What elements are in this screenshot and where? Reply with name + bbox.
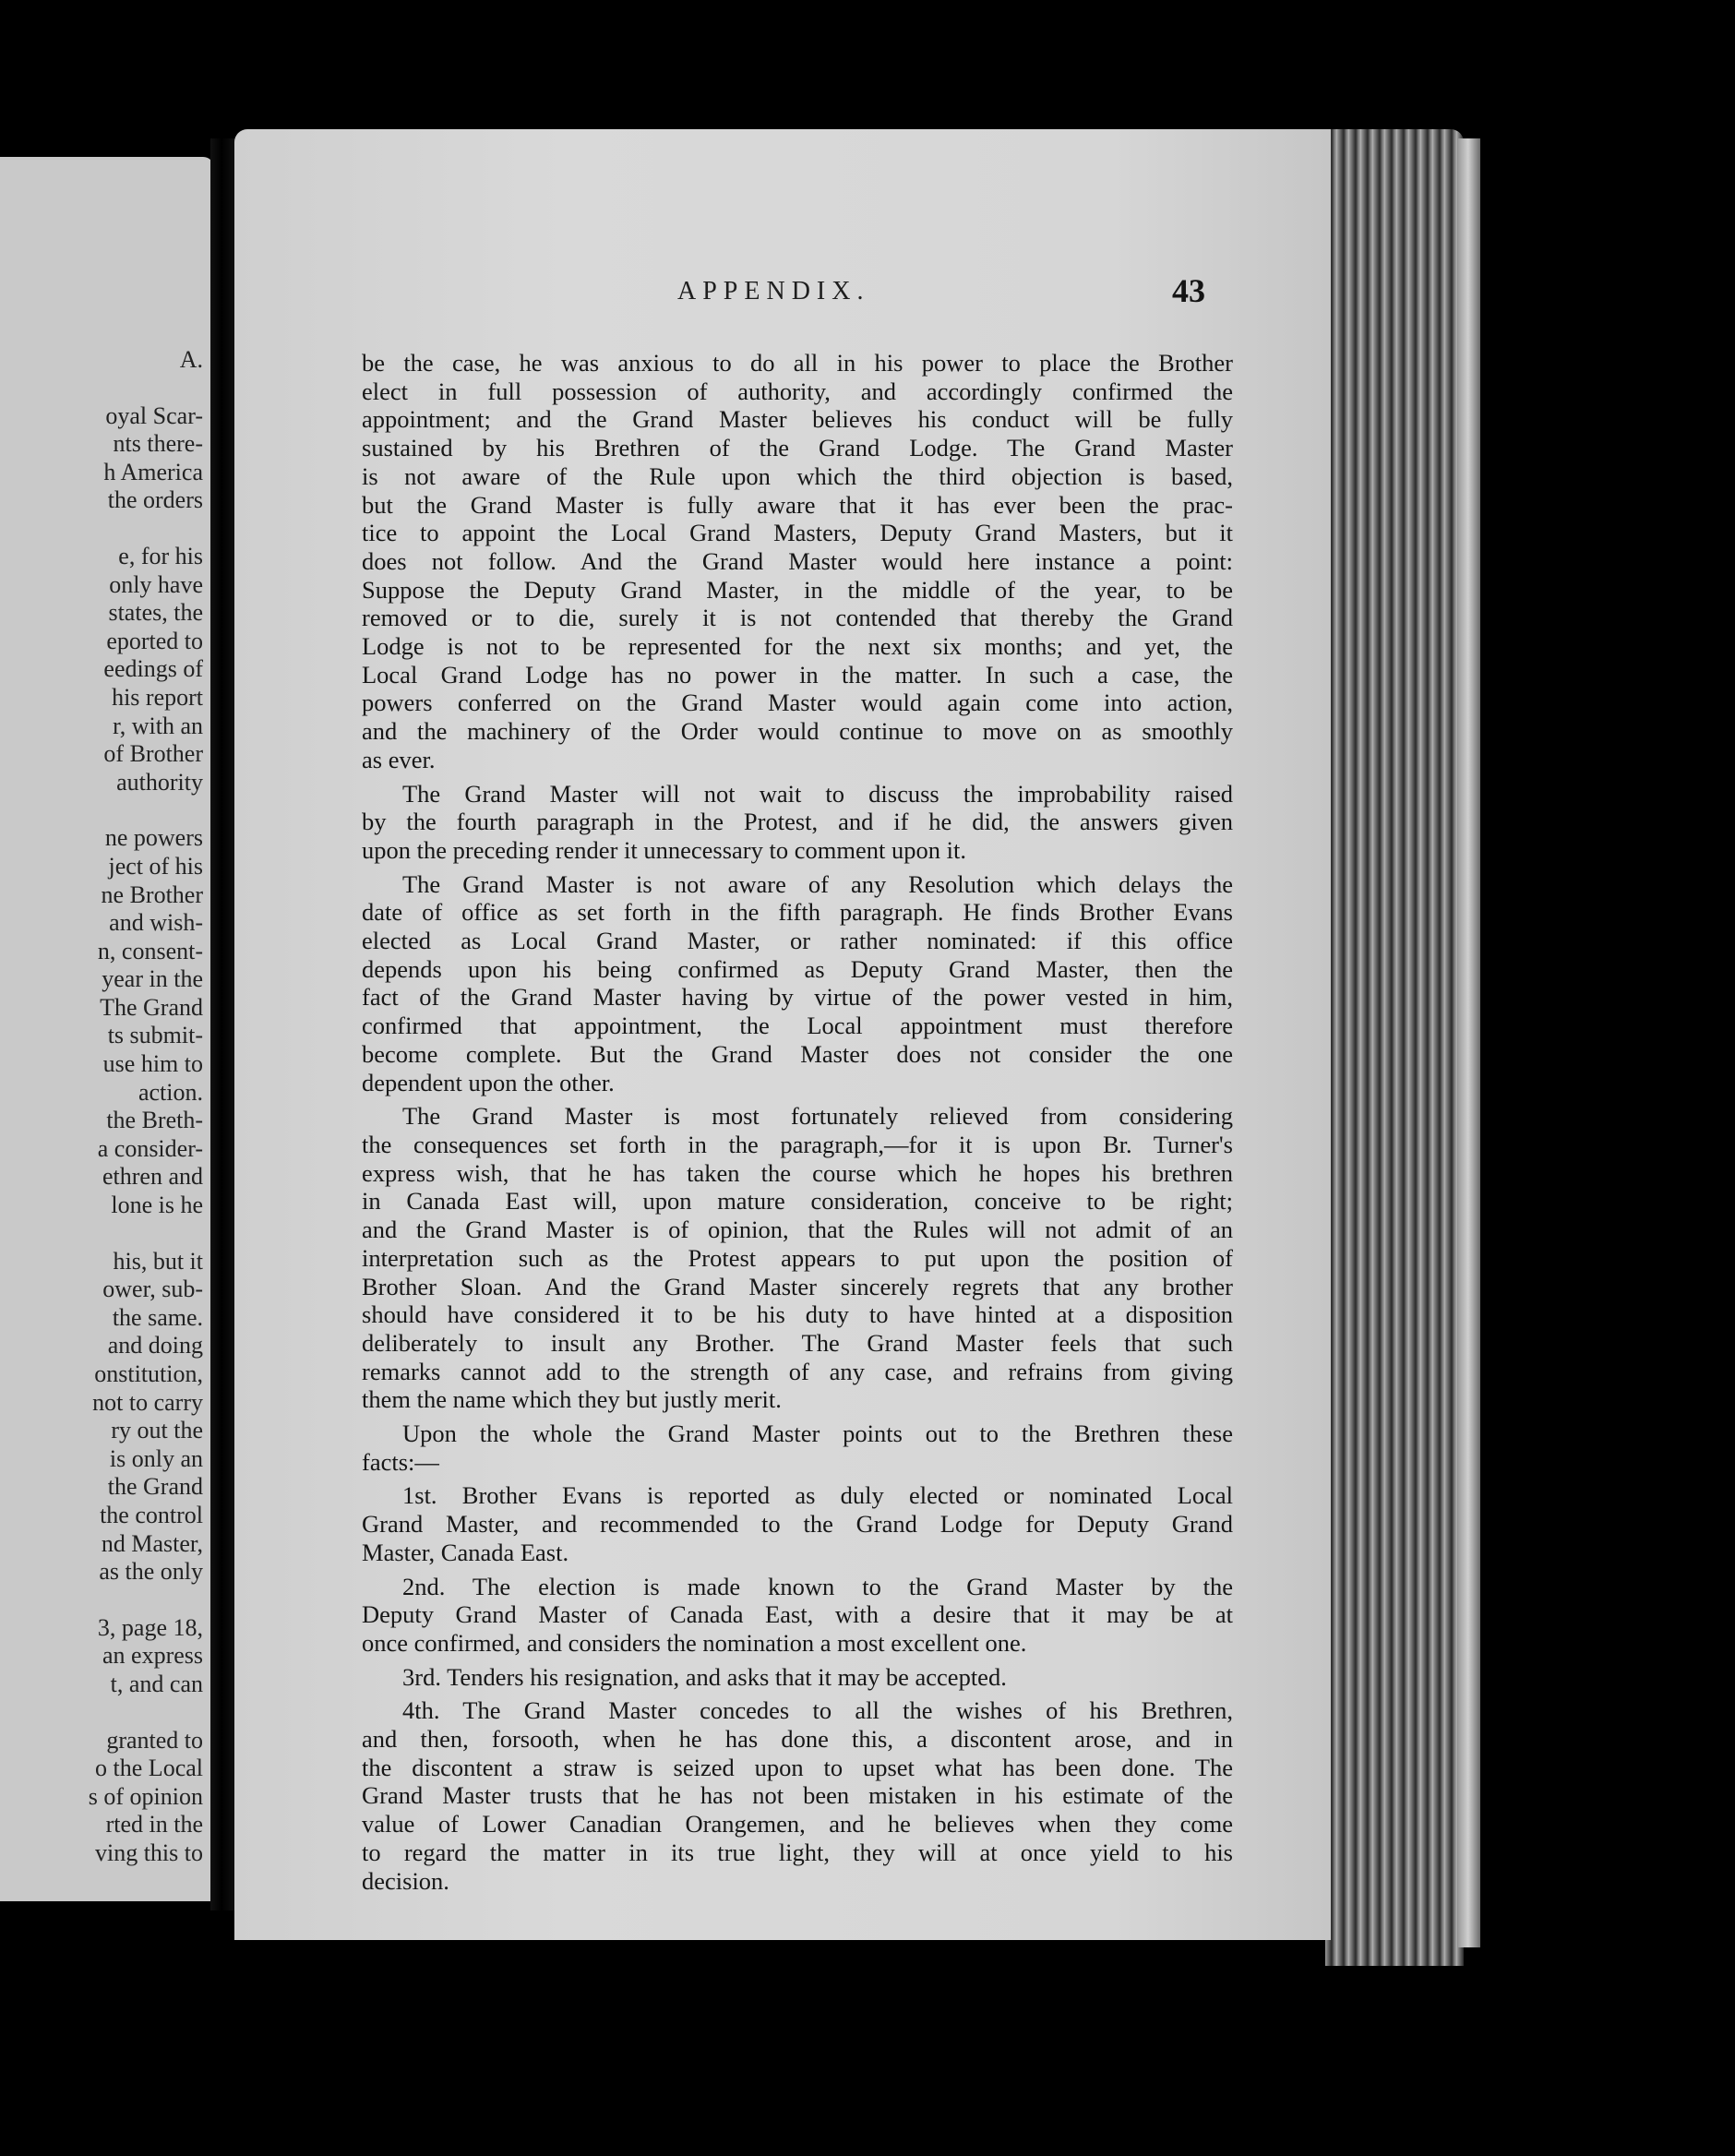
page-edges (1325, 129, 1464, 1966)
left-page-line: year in the (102, 965, 203, 993)
text-line: to regard the matter in its true light, they will at once yield to his (362, 1838, 1233, 1866)
running-head-title: APPENDIX. (677, 277, 870, 305)
text-line: decision. (362, 1866, 449, 1895)
text-line: The Grand Master is most fortunately relieved from considering (402, 1102, 1233, 1131)
left-page-line: o the Local (95, 1755, 203, 1782)
left-page-line: as the only (99, 1558, 203, 1586)
text-line: date of office as set forth in the fifth paragraph. He finds Brother Evans (362, 898, 1233, 927)
text-line: remarks cannot add to the strength of any case, and refrains from giving (362, 1357, 1233, 1385)
left-page-line-gap (0, 515, 203, 543)
text-line: The Grand Master is not aware of any Resolution which delays the (402, 869, 1233, 898)
left-page-line: ving this to (94, 1839, 203, 1866)
text-line: 1st. Brother Evans is reported as duly elected or nominated Local (402, 1481, 1233, 1510)
left-page-line: ne Brother (101, 880, 203, 908)
text-line: Local Grand Lodge has no power in the matter. In such a case, the (362, 660, 1233, 689)
text-line: removed or to die, surely it is not contended that thereby the Grand (362, 604, 1233, 632)
left-page-line-gap (0, 1220, 203, 1248)
left-page-line: A. (179, 346, 203, 373)
text-line: should have considered it to be his duty to have hinted at a disposition (362, 1300, 1233, 1329)
left-page-line: oyal Scar- (105, 401, 203, 429)
left-page-line: lone is he (111, 1192, 203, 1219)
left-page-line: only have (109, 570, 203, 598)
text-line: does not follow. And the Grand Master would here instance a point: (362, 546, 1233, 575)
text-line: and the machinery of the Order would continue to move on as smoothly (362, 717, 1233, 746)
text-line: them the name which they but justly merit. (362, 1385, 782, 1414)
right-page (234, 129, 1331, 1940)
paragraph (362, 780, 1233, 865)
left-page-text-column (0, 346, 203, 1868)
text-line: value of Lower Canadian Orangemen, and he believes when they come (362, 1810, 1233, 1839)
left-page-line: t, and can (110, 1670, 203, 1697)
text-line: Grand Master trusts that he has not been mistaken in his estimate of the (362, 1781, 1233, 1810)
left-page-line: s of opinion (88, 1782, 203, 1810)
left-page-line: ts submit- (107, 1022, 203, 1049)
text-line: depends upon his being confirmed as Deputy Grand Master, then the (362, 954, 1233, 983)
text-line: Master, Canada East. (362, 1538, 569, 1566)
left-page-line: not to carry (92, 1388, 203, 1416)
left-page-line: onstitution, (94, 1360, 203, 1387)
paragraph (362, 1573, 1233, 1658)
text-line: The Grand Master will not wait to discuss the improbability raised (402, 779, 1233, 808)
text-line: the consequences set forth in the paragraph,—for it is upon Br. Turner's (362, 1130, 1233, 1158)
left-page-line: h America (103, 458, 203, 485)
text-line: interpretation such as the Protest appears to put upon the position of (362, 1243, 1233, 1272)
running-head (234, 272, 1331, 323)
left-page-line: is only an (109, 1444, 203, 1472)
text-line: as ever. (362, 745, 436, 773)
left-page-line-gap (0, 1699, 203, 1727)
text-line: confirmed that appointment, the Local appointment must therefore (362, 1012, 1233, 1040)
text-line: become complete. But the Grand Master does not consider the one (362, 1039, 1233, 1068)
left-page-line: action. (138, 1078, 203, 1106)
text-line: elect in full possession of authority, and accordingly confirmed the (362, 377, 1233, 405)
left-page-line: the Grand (107, 1473, 203, 1501)
paragraph (362, 1481, 1233, 1566)
left-page-line: an express (102, 1642, 203, 1670)
left-page-line-gap (0, 375, 203, 402)
left-page-line: his report (112, 683, 203, 711)
left-page-line: use him to (102, 1050, 203, 1078)
left-page-line: the orders (107, 486, 203, 514)
paragraph (362, 1419, 1233, 1476)
left-page-line: ne powers (104, 824, 203, 852)
paragraph (362, 1696, 1233, 1895)
text-line: once confirmed, and considers the nomination a most excellent one. (362, 1628, 1027, 1657)
text-line: 3rd. Tenders his resignation, and asks that it may be accepted. (402, 1662, 1007, 1691)
left-page (0, 157, 214, 1901)
left-page-line: and wish- (109, 909, 203, 937)
text-line: facts:— (362, 1447, 439, 1476)
left-page-line: and doing (107, 1332, 203, 1359)
left-page-line: eported to (106, 627, 203, 654)
text-line: Suppose the Deputy Grand Master, in the middle of the year, to be (362, 575, 1233, 604)
text-line: Brother Sloan. And the Grand Master sincerely regrets that any brother (362, 1272, 1233, 1300)
left-page-line: The Grand (100, 993, 203, 1021)
text-line: by the fourth paragraph in the Protest, and if he did, the answers given (362, 808, 1233, 836)
left-page-line: r, with an (113, 712, 203, 739)
left-page-line: 3, page 18, (97, 1613, 203, 1641)
text-line: Lodge is not to be represented for the next six months; and yet, the (362, 632, 1233, 661)
paragraph (362, 349, 1233, 774)
paragraph (362, 1663, 1233, 1692)
left-page-line: ry out the (111, 1417, 203, 1444)
left-page-line: states, the (108, 599, 203, 627)
text-line: 4th. The Grand Master concedes to all the wishes of his Brethren, (402, 1696, 1233, 1725)
text-line: fact of the Grand Master having by virtue of the power vested in him, (362, 983, 1233, 1012)
body-text (362, 349, 1233, 1900)
left-page-line: granted to (106, 1726, 203, 1754)
text-line: Grand Master, and recommended to the Grand Lodge for Deputy Grand (362, 1510, 1233, 1539)
paragraph (362, 870, 1233, 1097)
left-page-line: rted in the (105, 1811, 203, 1839)
left-page-line: nts there- (113, 430, 203, 458)
text-line: Deputy Grand Master of Canada East, with a desire that it may be at (362, 1600, 1233, 1629)
left-page-line: authority (116, 768, 203, 796)
text-line: elected as Local Grand Master, or rather nominated: if this office (362, 927, 1233, 955)
text-line: be the case, he was anxious to do all in his power to place the Brother (362, 349, 1233, 377)
page-number: 43 (1172, 272, 1205, 309)
left-page-line: the same. (112, 1303, 203, 1331)
left-page-line: e, for his (118, 542, 203, 569)
left-page-line: n, consent- (97, 937, 203, 964)
text-line: deliberately to insult any Brother. The Grand Master feels that such (362, 1328, 1233, 1357)
text-line: upon the preceding render it unnecessary to comment upon it. (362, 835, 966, 864)
text-line: tice to appoint the Local Grand Masters, Deputy Grand Masters, but it (362, 519, 1233, 547)
text-line: powers conferred on the Grand Master would again come into action, (362, 689, 1233, 717)
left-page-line-gap (0, 797, 203, 824)
text-line: appointment; and the Grand Master believes his conduct will be fully (362, 405, 1233, 434)
left-page-line: ject of his (108, 852, 203, 880)
text-line: but the Grand Master is fully aware that it has ever been the prac- (362, 490, 1233, 519)
left-page-line: a consider- (97, 1134, 203, 1162)
text-line: is not aware of the Rule upon which the third objection is based, (362, 461, 1233, 490)
text-line: 2nd. The election is made known to the Grand Master by the (402, 1572, 1233, 1600)
text-line: the discontent a straw is seized upon to upset what has been done. The (362, 1753, 1233, 1781)
left-page-line: the control (100, 1501, 203, 1528)
left-page-line: his, but it (113, 1247, 203, 1275)
left-page-line: the Breth- (106, 1107, 203, 1134)
left-page-line: eedings of (103, 655, 203, 683)
paragraph (362, 1102, 1233, 1414)
left-page-line-gap (0, 1587, 203, 1614)
left-page-line: of Brother (103, 740, 203, 768)
text-line: and then, forsooth, when he has done this, a discontent arose, and in (362, 1725, 1233, 1754)
left-page-line: ethren and (102, 1163, 203, 1191)
text-line: dependent upon the other. (362, 1068, 615, 1096)
text-line: in Canada East will, upon mature consideration, conceive to be right; (362, 1187, 1233, 1216)
text-line: Upon the whole the Grand Master points out to the Brethren these (402, 1419, 1233, 1448)
text-line: and the Grand Master is of opinion, that the Rules will not admit of an (362, 1216, 1233, 1244)
text-line: sustained by his Brethren of the Grand Lodge. The Grand Master (362, 434, 1233, 462)
text-line: express wish, that he has taken the course which he hopes his brethren (362, 1158, 1233, 1187)
left-page-line: ower, sub- (102, 1276, 203, 1303)
left-page-line: nd Master, (101, 1529, 203, 1557)
